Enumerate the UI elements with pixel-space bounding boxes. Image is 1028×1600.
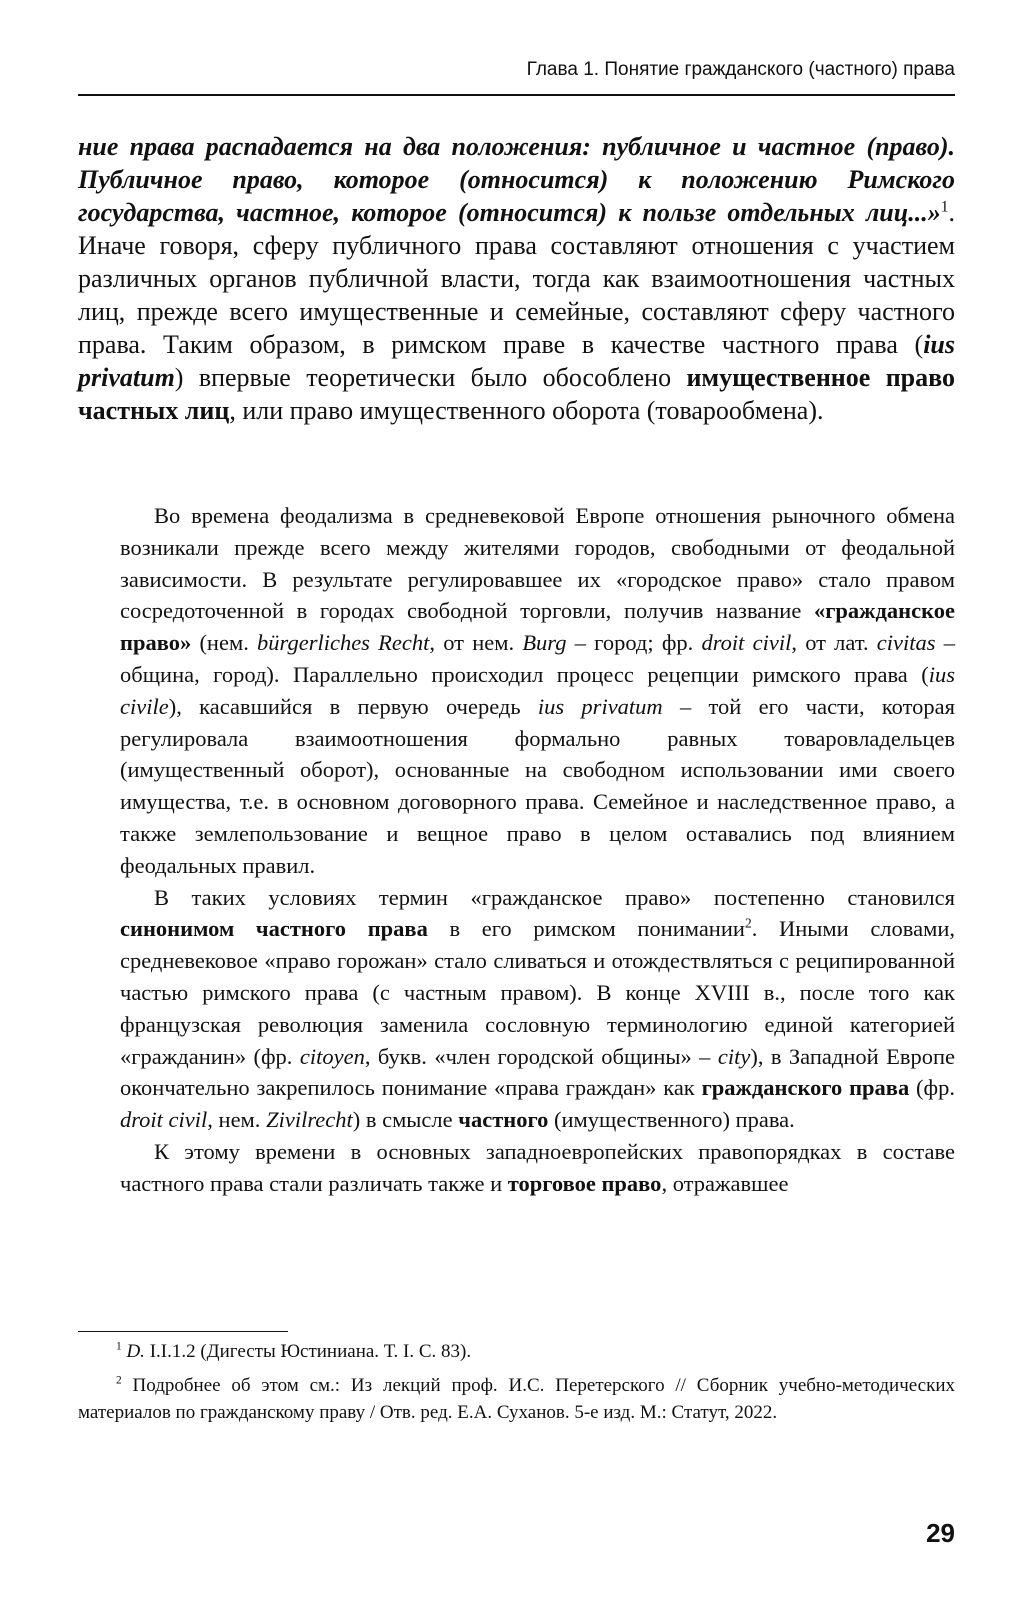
paragraph-synonym xyxy=(120,882,955,1136)
text-run: ), в Западной Европе окончательно закрепилось понимание «права граждан» как xyxy=(120,1043,955,1101)
italic-term: Burg xyxy=(522,630,567,656)
paragraph-feudalism xyxy=(120,500,955,882)
top-paragraph xyxy=(78,130,955,427)
italic-term: ius privatum xyxy=(537,693,663,719)
bold-term: торговое право xyxy=(507,1170,662,1196)
text-run: – той его части, которая регулировала взаимоотношения формально равных товаровладельцев (имущественный оборот), основанные на свободном использовании ими своего имущества, т.е. в основном договорного права. Семейное и наследственное право, а также землепользование и вещное право в целом оставались под влиянием феодальных правил. xyxy=(120,693,955,878)
bold-term: синонимом частного права xyxy=(120,916,428,942)
bold-term: частного xyxy=(458,1107,549,1133)
page-number: 29 xyxy=(926,1518,955,1548)
footnote-rule xyxy=(78,1331,288,1332)
text-run: , нем. xyxy=(207,1107,267,1133)
italic-term: droit civil xyxy=(120,1107,208,1133)
italic-term: civitas xyxy=(876,630,936,656)
text-run: , отражавшее xyxy=(661,1170,789,1196)
paragraph-commercial-law xyxy=(120,1136,955,1200)
footnote-ref-2: 2 xyxy=(744,915,752,931)
latin-term: ius privatum xyxy=(78,330,955,392)
text-run: ) в смысле xyxy=(352,1107,459,1133)
text-run: ), касавшийся в первую очередь xyxy=(168,693,538,719)
text-run: , от нем. xyxy=(429,630,523,656)
text-run: , букв. «член городской общины» – xyxy=(364,1043,718,1069)
italic-term: city xyxy=(717,1043,751,1069)
italic-term: citoyen xyxy=(299,1043,365,1069)
footnote-mark: 1 xyxy=(116,1340,122,1353)
header-rule xyxy=(78,94,955,96)
main-text xyxy=(120,500,955,1200)
text-run: (имущественного) права. xyxy=(548,1107,795,1133)
text-run: (нем. xyxy=(191,630,258,656)
text-run: в его римском понимании xyxy=(427,916,745,942)
text-run: В таких условиях термин «гражданское право» постепенно становился xyxy=(154,884,955,910)
bold-term: гражданского права xyxy=(701,1075,910,1101)
text-run: , от лат. xyxy=(791,630,877,656)
text-run: – община, город). Параллельно происходил процесс рецепции римского права ( xyxy=(120,630,955,687)
text-run: . Иначе говоря, сферу публичного права составляют отношения с участием различных органов публичной власти, тогда как взаимоотношения частных лиц, прежде всего имущественные и семейные, составляют сферу частного права. Таким образом, в римском праве в качестве частного права ( xyxy=(78,198,955,359)
italic-term: D. xyxy=(126,1341,145,1362)
footnote-2 xyxy=(78,1372,955,1427)
footnote-mark: 2 xyxy=(116,1374,122,1387)
running-head: Глава 1. Понятие гражданского (частного) права xyxy=(526,59,955,80)
footnote-text: I.I.1.2 (Дигесты Юстиниана. Т. I. С. 83). xyxy=(144,1341,472,1362)
text-run: Во времена феодализма в средневековой Европе отношения рыночного обмена возникали прежде всего между жителями городов, свободными от феодальной зависимости. В результате регулировавшее их «городское право» стало правом сосредоточенной в городах свободной торговли, получив название xyxy=(120,503,955,624)
italic-term: bürgerliches Recht xyxy=(257,630,430,656)
text-run: ) впервые теоретически было обособлено xyxy=(174,363,687,392)
italic-term: Zivilrecht xyxy=(266,1107,353,1133)
bold-term: «гражданское право» xyxy=(120,598,955,656)
footnotes xyxy=(78,1338,955,1433)
footnote-ref-1: 1 xyxy=(940,198,949,216)
text-run: – город; фр. xyxy=(566,630,702,656)
footnote-text: Подробнее об этом см.: Из лекций проф. И.С. Перетерского // Сборник учебно-методических материалов по гражданскому праву / Отв. ред. Е.А. Суханов. 5-е изд. М.: Статут, 2022. xyxy=(78,1374,955,1423)
text-run: . Иными словами, средневековое «право горожан» стало сливаться и отождествляться с реципированной частью римского права (с частным правом). В конце XVIII в., после того как французская революция заменила сословную терминологию единой категорией «гражданин» (фр. xyxy=(120,916,956,1069)
italic-term: droit civil xyxy=(701,630,792,656)
text-run: (фр. xyxy=(909,1075,955,1101)
quote-text: ние права распадается на два положения: публичное и частное (право). Публичное право, которое (относится) к положению Римского государства, частное, которое (относится) к пользе отдельных лиц...» xyxy=(78,132,955,227)
italic-term: ius civile xyxy=(120,661,955,719)
bold-term: имущественное право частных лиц xyxy=(78,363,955,425)
text-run: К этому времени в основных западноевропейских правопорядках в составе частного права стали различать также и xyxy=(120,1138,955,1196)
footnote-1 xyxy=(78,1338,955,1366)
text-run: , или право имущественного оборота (товарообмена). xyxy=(229,396,824,425)
